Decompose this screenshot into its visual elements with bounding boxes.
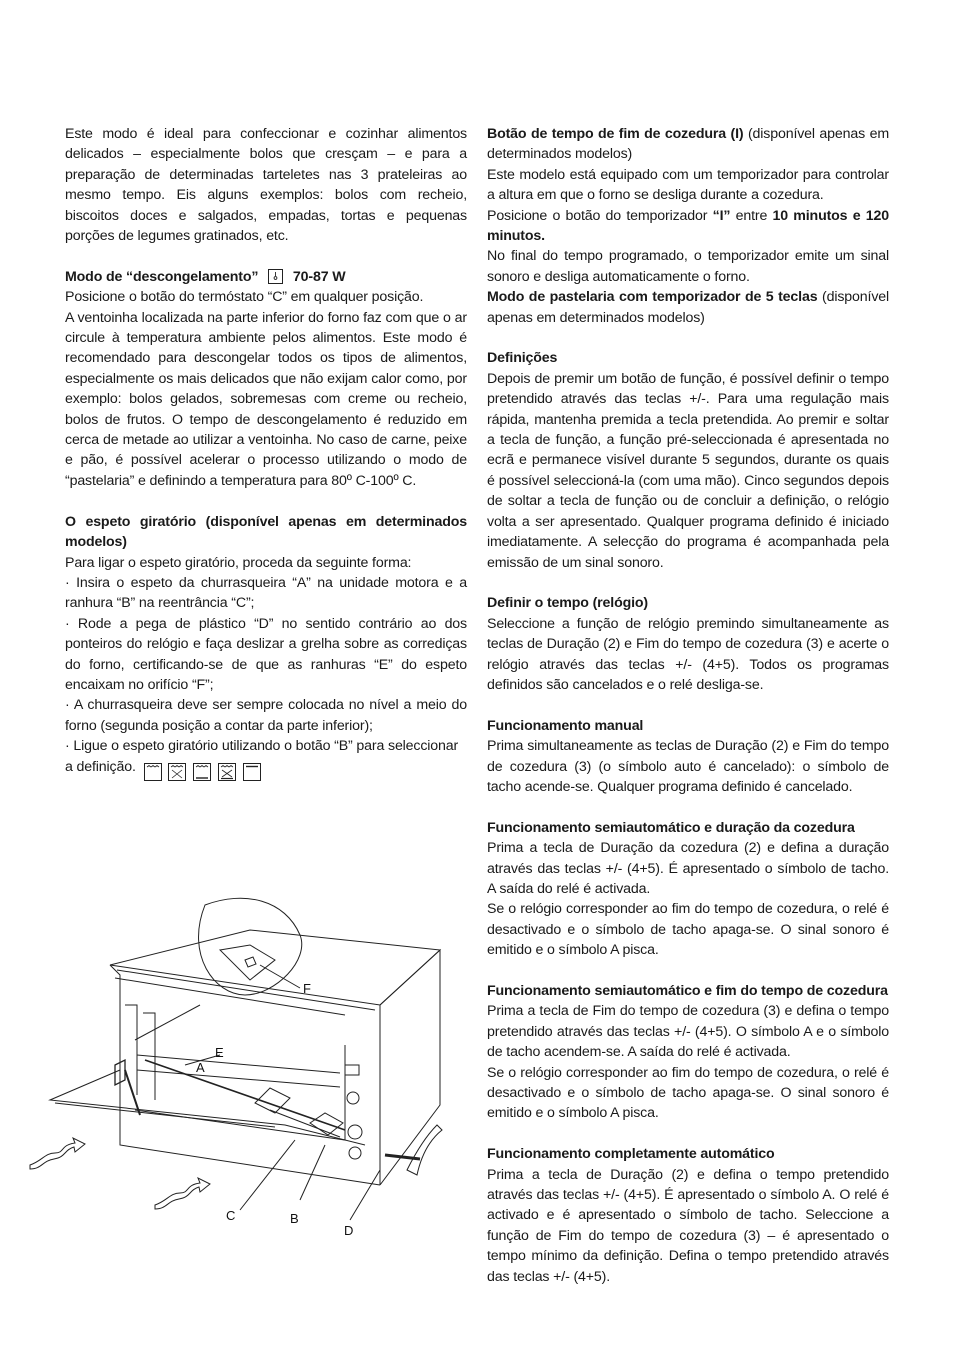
spit-step-4: · Ligue o espeto giratório utilizando o botão “B” para seleccionar a definição. [65, 738, 459, 775]
semi-end-heading: Funcionamento semiautomático e fim do tempo de cozedura [487, 982, 888, 999]
grill-fan-icon [168, 763, 186, 781]
rotisserie-diagram [25, 895, 480, 1245]
definitions-text: Depois de premir um botão de função, é possível definir o tempo pretendido através das teclas +/-. Para uma regulação mais rápida, mantenha premida a tecla pretendida. Ao premir e soltar a tecla de função, a função pré-seleccionada é apresentada no ecrã e permanece visível durante 5 segundos, durante os quais é possível seleccioná-la (com uma mão). Cinco segundos depois de soltar a tecla de função ou de concluir a definição, o relógio volta a ser apresentado. Qualquer programa definido é iniciado imediatamente. A selecção do programa é acompanhada pela emissão de um sinal sonoro. [487, 370, 889, 571]
end-timer-p2-c: entre [730, 207, 773, 224]
manual-text: Prima simultaneamente as teclas de Duração (2) e Fim do tempo de cozedura (3) (o símbolo auto é cancelado): o símbolo de tacho acende-se. Qualquer programa definido é cancelado. [487, 738, 889, 795]
clock-heading: Definir o tempo (relógio) [487, 595, 648, 612]
pastry-mode-paragraph [487, 287, 889, 328]
intro-paragraph: Este modo é ideal para confeccionar e cozinhar alimentos delicados – especialmente bolos que cresçam – e para a preparação de determinadas tarteletes nas 3 prateleiras ao mesmo tempo. Eis alguns exemplos: bolos com recheio, biscoitos doces e salgados, empadas, tortas e pequenas porções de legumes gratinados, etc. [65, 126, 467, 245]
label-a: A [196, 1060, 205, 1075]
end-timer-p2 [487, 206, 889, 247]
defrost-power: 70-87 W [292, 268, 346, 285]
semi-end-p2: Se o relógio corresponder ao fim do tempo de cozedura, o relé é desactivado e o símbolo de tacho apaga-se. O sinal sonoro é emitido e o símbolo A pisca. [487, 1064, 889, 1122]
manual-heading: Funcionamento manual [487, 717, 644, 734]
semi-duration-heading: Funcionamento semiautomático e duração da cozedura [487, 819, 855, 836]
end-timer-p2-a: Posicione o botão do temporizador [487, 207, 713, 224]
top-heat-icon [243, 763, 261, 781]
defrost-title: Modo de “descongelamento” [65, 268, 259, 285]
label-c: C [226, 1208, 236, 1223]
end-timer-p2-b: “I” [712, 207, 731, 224]
pastry-mode-title: Modo de pastelaria com temporizador de 5 teclas [487, 289, 818, 306]
end-timer-p3: No final do tempo programado, o temporizador emite um sinal sonoro e desliga automaticamente o forno. [487, 248, 889, 285]
defrost-symbol-icon [268, 269, 283, 284]
end-timer-note: (disponível apenas em determinados modelos) [487, 126, 889, 163]
defrost-paragraph-1: Posicione o botão do termóstato “C” em qualquer posição. [65, 289, 424, 306]
semi-duration-p2: Se o relógio corresponder ao fim do tempo de cozedura, o relé é desactivado e o símbolo de tacho apaga-se. O sinal sonoro é emitido e o símbolo A pisca. [487, 901, 889, 959]
grill-top-icon [144, 763, 162, 781]
left-column [65, 124, 467, 782]
defrost-heading [65, 267, 467, 287]
label-e: E [215, 1045, 224, 1060]
pastry-mode-note: (disponível apenas em determinados modelos) [487, 289, 889, 326]
end-timer-p2-d: 10 minutos e 120 minutos. [487, 207, 889, 245]
label-b: B [290, 1211, 299, 1226]
auto-heading: Funcionamento completamente automático [487, 1146, 775, 1163]
definitions-heading: Definições [487, 350, 558, 367]
end-timer-paragraph [487, 124, 889, 165]
clock-text: Seleccione a função de relógio premindo simultaneamente as teclas de Duração (2) e Fim do tempo de cozedura (3) e acerte o relógio através das teclas +/- (4+5). Todos os programas definidos são cancelados e o relé desliga-se. [487, 615, 889, 693]
setting-icons [144, 762, 264, 782]
grill-fan-full-icon [218, 763, 236, 781]
spit-intro: Para ligar o espeto giratório, proceda da seguinte forma: [65, 554, 412, 571]
spit-step-2: · Rode a pega de plástico “D” no sentido contrário ao dos ponteiros do relógio e faça deslizar a grelha sobre as corrediças do forno, certificando-se de que as ranhuras “E” do espeto encaixam no orifício “F”; [65, 615, 467, 693]
spit-step-4-wrap [65, 736, 467, 782]
spit-heading: O espeto giratório (disponível apenas em determinados modelos) [65, 513, 467, 551]
auto-text: Prima a tecla de Duração (2) e defina o tempo pretendido através das teclas +/- (4+5). É apresentado o símbolo A. O relé é activado e é apresentado o símbolo de tacho. Seleccione a função de Fim do tempo de cozedura (3) – é apresentado o tempo mínimo da definição. Defina o tempo pretendido através das teclas +/- (4+5). [487, 1166, 889, 1285]
label-d: D [344, 1223, 354, 1238]
spit-step-3: · A churrasqueira deve ser sempre colocada no nível a meio do forno (segunda posição a contar da parte inferior); [65, 697, 467, 734]
grill-full-icon [193, 763, 211, 781]
defrost-paragraph-2: A ventoinha localizada na parte inferior do forno faz com que o ar circule à temperatura ambiente pelos alimentos. Este modo é recomendado para descongelar todos os tipos de alimentos, especialmente os mais delicados que não exijam calor como, por exemplo: bolos gelados, sobremesas com creme ou recheio, bolos de frutos. O tempo de descongelamento é reduzido em cerca de metade ao utilizar a ventoinha. No caso de carne, peixe e pão, é possível acelerar o processo utilizando o modo de “pastelaria” e definindo a temperatura para 80º C-100º C. [65, 309, 467, 489]
end-timer-p1: Este modelo está equipado com um temporizador para controlar a altura em que o forno se desliga durante a cozedura. [487, 166, 889, 204]
right-column [487, 124, 889, 1287]
end-timer-title: Botão de tempo de fim de cozedura (I) [487, 126, 744, 142]
semi-end-p1: Prima a tecla de Fim do tempo de cozedura (3) e defina o tempo pretendido através das teclas +/- (4+5). O símbolo A e o símbolo de tacho acendem-se. A saída do relé é activada. [487, 1003, 889, 1061]
label-f: F [303, 981, 311, 996]
spit-step-1: · Insira o espeto da churrasqueira “A” na unidade motora e a ranhura “B” na reentrância “C”; [65, 574, 467, 612]
semi-duration-p1: Prima a tecla de Duração da cozedura (2) e defina a duração através das teclas +/- (4+5). É apresentado o símbolo de tacho. A saída do relé é activada. [487, 840, 889, 897]
